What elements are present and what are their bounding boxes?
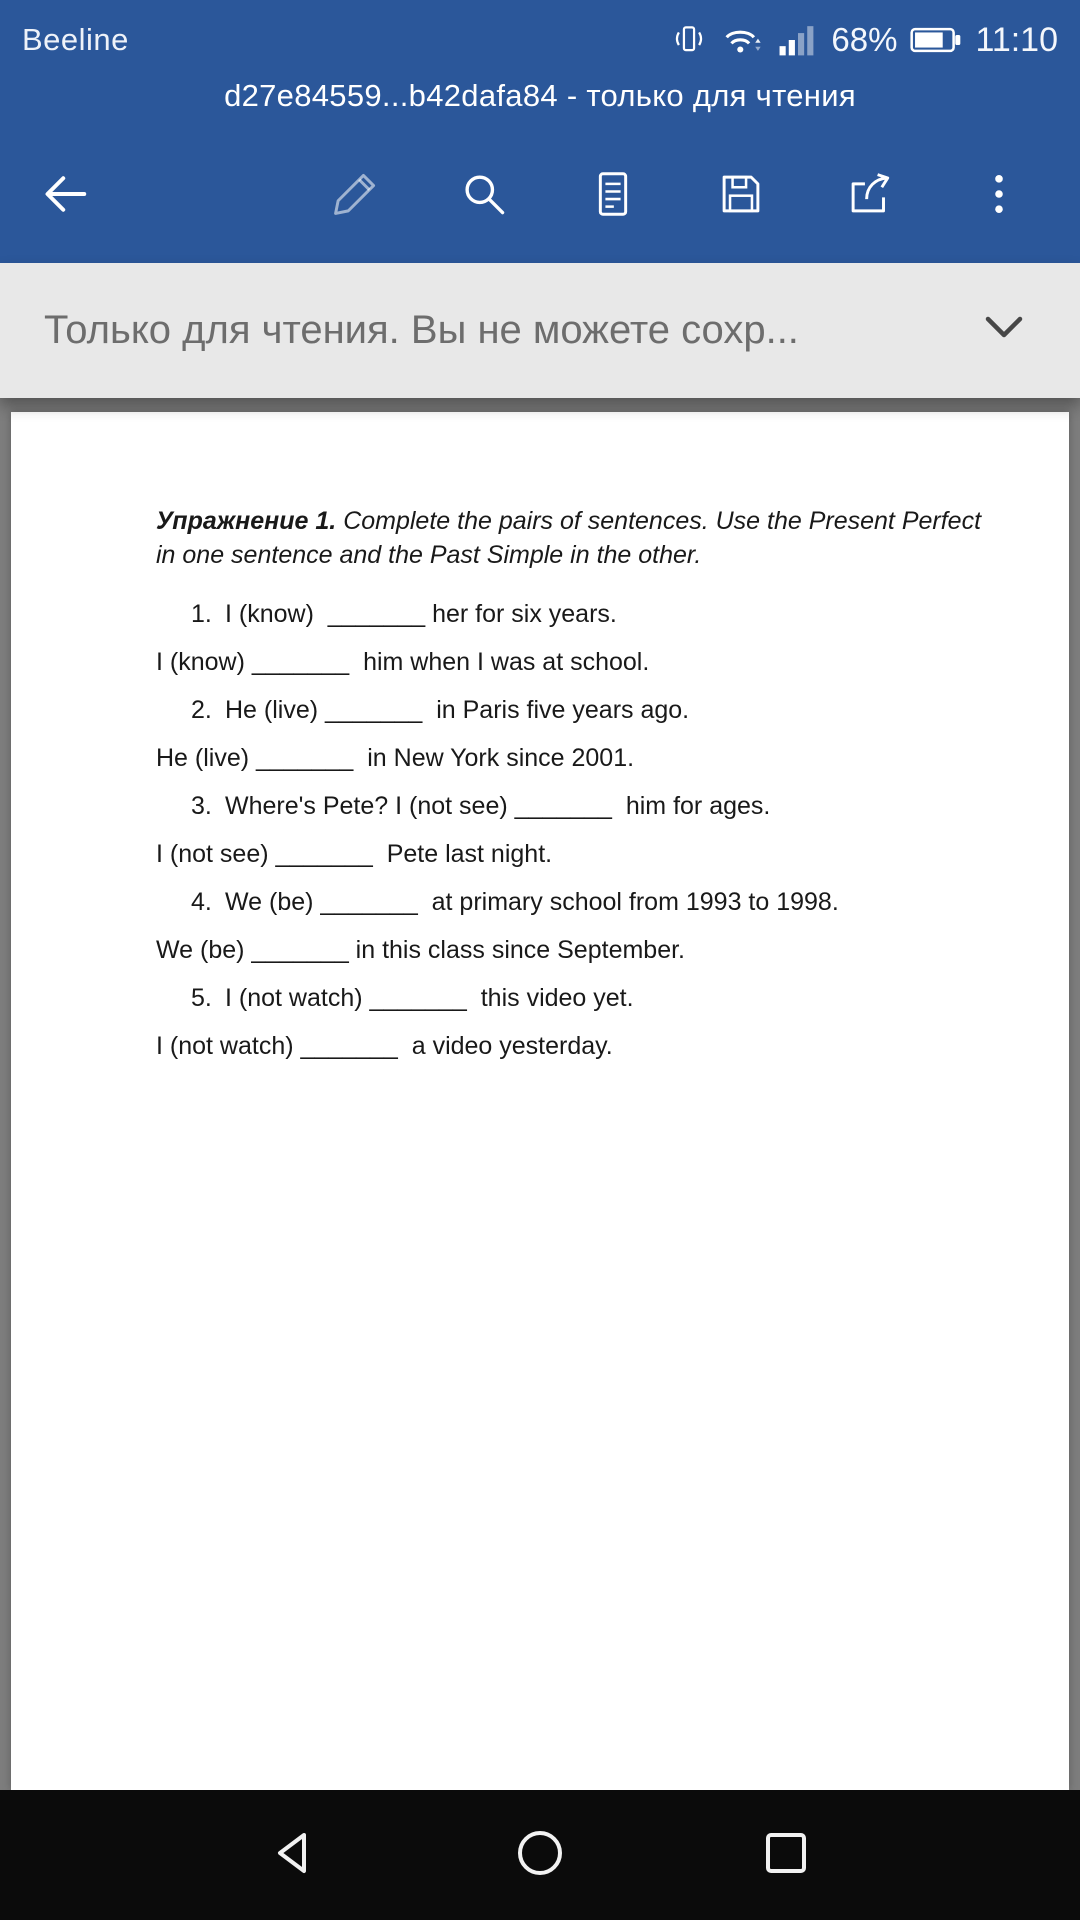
overflow-menu-button[interactable] <box>970 165 1028 223</box>
sentence-text: Where's Pete? I (not see) _______ him for ages. <box>225 791 771 820</box>
exercise-line <box>156 878 984 926</box>
exercise-line <box>156 830 984 878</box>
app-header <box>0 0 1080 263</box>
toolbar-icon-group <box>326 165 1028 223</box>
exercise-heading-text: Complete the pairs of sentences. Use the Present Perfect in one sentence and the Past Simple in the other. <box>156 507 988 569</box>
sentence-text: I (not see) _______ Pete last night. <box>156 839 553 868</box>
nav-recents-button[interactable] <box>758 1827 814 1883</box>
overflow-menu-icon <box>972 167 1026 221</box>
item-number: 1. <box>191 599 212 628</box>
share-icon <box>843 167 897 221</box>
item-number: 3. <box>191 791 212 820</box>
sentence-text: He (live) _______ in Paris five years ago. <box>225 695 690 724</box>
exercise-item <box>156 686 984 782</box>
exercise-line <box>156 638 984 686</box>
android-nav-bar <box>0 1790 1080 1920</box>
exercise-line <box>156 1022 984 1070</box>
vibrate-icon <box>670 21 708 59</box>
readonly-banner[interactable] <box>0 263 1080 398</box>
document-scroll-area[interactable] <box>0 398 1080 1790</box>
battery-percent-label: 68% <box>831 21 898 58</box>
back-arrow-icon <box>37 166 93 222</box>
edit-button[interactable] <box>326 165 384 223</box>
sentence-text: I (know) _______ him when I was at school. <box>156 647 650 676</box>
sentence-text: He (live) _______ in New York since 2001. <box>156 743 635 772</box>
exercise-line <box>156 590 984 638</box>
mobile-view-icon <box>586 167 640 221</box>
carrier-label: Beeline <box>22 22 129 57</box>
nav-back-button[interactable] <box>266 1827 322 1883</box>
search-icon <box>457 167 511 221</box>
share-button[interactable] <box>841 165 899 223</box>
save-icon <box>714 167 768 221</box>
exercise-line <box>156 782 984 830</box>
exercise-line <box>156 734 984 782</box>
toolbar <box>0 124 1080 263</box>
chevron-down-icon[interactable] <box>972 303 1036 358</box>
exercise-item <box>156 878 984 974</box>
home-circle-icon <box>514 1827 566 1884</box>
sentence-text: I (not watch) _______ this video yet. <box>225 983 634 1012</box>
exercise-line <box>156 926 984 974</box>
edit-pencil-icon <box>328 167 382 221</box>
nav-home-button[interactable] <box>512 1827 568 1883</box>
sentence-text: I (not watch) _______ a video yesterday. <box>156 1031 613 1060</box>
save-button[interactable] <box>712 165 770 223</box>
clock-label: 11:10 <box>975 20 1058 59</box>
back-triangle-icon <box>268 1827 320 1884</box>
document-title: d27e84559...b42dafa84 - только для чтения <box>224 78 856 113</box>
status-icons <box>670 21 1058 60</box>
sentence-text: I (know) _______ her for six years. <box>225 599 617 628</box>
back-button[interactable] <box>36 165 94 223</box>
item-number: 4. <box>191 887 212 916</box>
signal-icon <box>778 22 818 58</box>
exercise-heading-number: Упражнение 1. <box>156 507 337 535</box>
readonly-message: Только для чтения. Вы не можете сохр... <box>44 308 799 352</box>
exercise-line <box>156 974 984 1022</box>
status-bar <box>0 0 1080 70</box>
exercise-item <box>156 782 984 878</box>
recents-square-icon <box>760 1827 812 1884</box>
exercise-line <box>156 686 984 734</box>
sentence-text: We (be) _______ in this class since September. <box>156 935 685 964</box>
mobile-view-button[interactable] <box>584 165 642 223</box>
exercise-item <box>156 590 984 686</box>
exercise-item <box>156 974 984 1070</box>
exercise-heading <box>156 504 988 572</box>
search-button[interactable] <box>455 165 513 223</box>
document-page <box>11 412 1069 1790</box>
wifi-icon <box>721 21 765 59</box>
sentence-text: We (be) _______ at primary school from 1993 to 1998. <box>225 887 839 916</box>
item-number: 5. <box>191 983 212 1012</box>
battery-icon <box>910 25 962 55</box>
item-number: 2. <box>191 695 212 724</box>
